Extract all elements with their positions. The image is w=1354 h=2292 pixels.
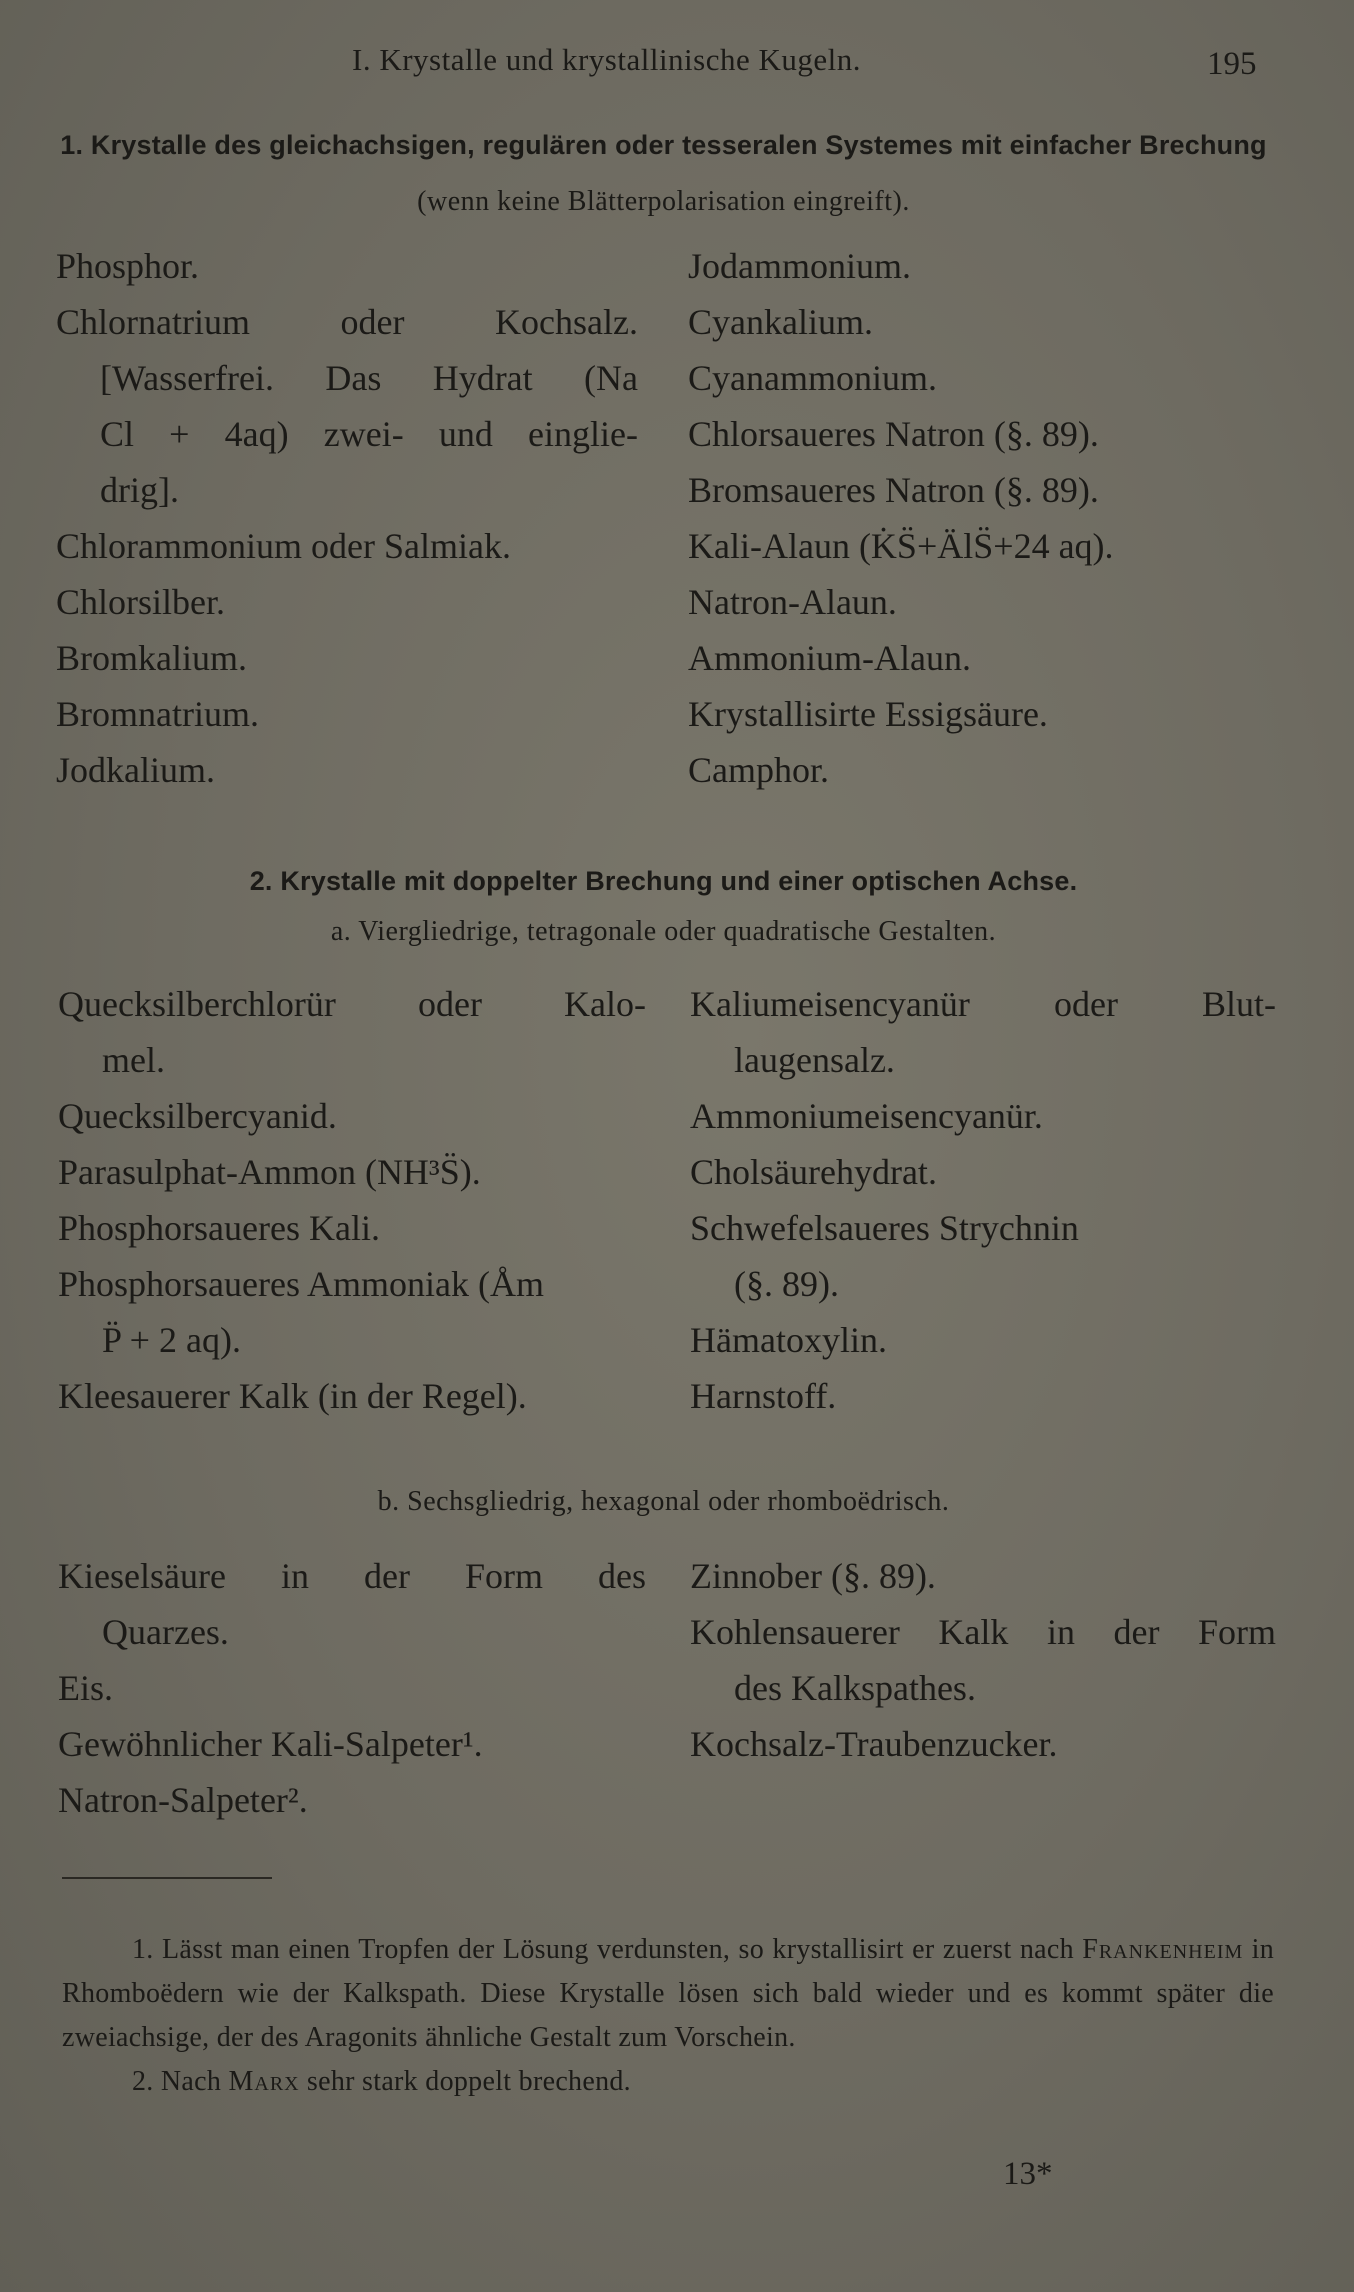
section-1-left-column [56, 238, 638, 798]
list-item: Bromsaueres Natron (§. 89). [688, 470, 1099, 510]
list-item: mel. [102, 1040, 165, 1080]
list-item: Hämatoxylin. [690, 1320, 887, 1360]
footnote-1 [62, 1928, 1274, 2060]
footnote-1-text-start: 1. Lässt man einen Tropfen der Lösung verdunsten, so krystallisirt er zuerst nach [132, 1934, 1083, 1965]
footnote-2-author: Marx [228, 2066, 300, 2097]
list-item: Chlornatrium oder Kochsalz. [56, 302, 638, 342]
list-item: Phosphor. [56, 246, 200, 286]
section-2b-left-column [58, 1548, 646, 1828]
footnote-2-text-start: 2. Nach [132, 2066, 229, 2097]
list-item: Kaliumeisencyanür oder Blut- [690, 984, 1276, 1024]
list-item: Zinnober (§. 89). [690, 1556, 936, 1596]
list-item: Bromkalium. [56, 638, 247, 678]
list-item: Chlorsaueres Natron (§. 89). [688, 414, 1099, 454]
footnote-1-text-end: in Rhomboëdern wie der Kalkspath. Diese Krystalle lösen sich bald wieder und es kommt später die zweiachsige, der des Aragonits ähnliche Gestalt zum Vorschein. [62, 1934, 1274, 2053]
section-1-subheading: (wenn keine Blätterpolarisation eingreift). [417, 186, 910, 217]
list-item: Quecksilberchlorür oder Kalo- [58, 984, 646, 1024]
list-item: Cyankalium. [688, 302, 873, 342]
list-item: Chlorammonium oder Salmiak. [56, 526, 511, 566]
list-item: laugensalz. [734, 1040, 895, 1080]
section-2-heading: 2. Krystalle mit doppelter Brechung und einer optischen Achse. [249, 866, 1078, 896]
list-item: Ammonium-Alaun. [688, 638, 971, 678]
page-number: 195 [1207, 46, 1257, 82]
list-item: Kali-Alaun (K̇S̈+ÄlS̈+24 aq). [688, 526, 1114, 566]
list-item: Quecksilbercyanid. [58, 1096, 337, 1136]
list-item: des Kalkspathes. [734, 1668, 976, 1708]
list-item: Natron-Alaun. [688, 582, 897, 622]
list-item: Krystallisirte Essigsäure. [688, 694, 1048, 734]
list-item: Kleesauerer Kalk (in der Regel). [58, 1376, 527, 1416]
list-item: Cholsäurehydrat. [690, 1152, 937, 1192]
list-item: Bromnatrium. [56, 694, 259, 734]
section-1-right-column [688, 238, 1278, 798]
list-item: Kohlensauerer Kalk in der Form [690, 1612, 1276, 1652]
footnote-2-text-end: sehr stark doppelt brechend. [299, 2066, 631, 2097]
footnote-2 [62, 2060, 1274, 2104]
list-item: Parasulphat-Ammon (NH³S̈). [58, 1152, 481, 1192]
list-item: Schwefelsaueres Strychnin [690, 1208, 1079, 1248]
list-item: (§. 89). [734, 1264, 839, 1304]
list-item: Jodammonium. [688, 246, 911, 286]
signature-mark: 13* [1003, 2156, 1053, 2192]
list-item: Camphor. [688, 750, 829, 790]
list-item: Harnstoff. [690, 1376, 837, 1416]
section-2b-right-column [690, 1548, 1276, 1772]
list-item: Phosphorsaueres Kali. [58, 1208, 380, 1248]
list-item: Jodkalium. [56, 750, 215, 790]
list-item: Cl + 4aq) zwei- und einglie- [100, 414, 638, 454]
list-item: Gewöhnlicher Kali-Salpeter¹. [58, 1724, 483, 1764]
list-item: Ammoniumeisencyanür. [690, 1096, 1043, 1136]
footnote-1-author: Frankenheim [1082, 1934, 1244, 1965]
footnotes [62, 1928, 1274, 2104]
list-item: Kochsalz-Traubenzucker. [690, 1724, 1058, 1764]
list-item: [Wasserfrei. Das Hydrat (Na [100, 358, 638, 398]
list-item: Kieselsäure in der Form des [58, 1556, 646, 1596]
list-item: Quarzes. [102, 1612, 229, 1652]
list-item: Cyanammonium. [688, 358, 937, 398]
list-item: Chlorsilber. [56, 582, 225, 622]
list-item: Natron-Salpeter². [58, 1780, 308, 1820]
page-header [0, 42, 1354, 88]
footnote-separator [62, 1877, 272, 1879]
list-item: drig]. [100, 470, 179, 510]
section-2a-left-column [58, 976, 646, 1424]
section-2b-subheading: b. Sechsgliedrig, hexagonal oder rhomboëdrisch. [377, 1486, 950, 1517]
list-item: Phosphorsaueres Ammoniak (Åm [58, 1264, 544, 1304]
section-2a-subheading: a. Viergliedrige, tetragonale oder quadratische Gestalten. [330, 916, 997, 947]
section-2a-right-column [690, 976, 1276, 1424]
list-item: P̈ + 2 aq). [102, 1320, 241, 1360]
list-item: Eis. [58, 1668, 114, 1708]
section-1-heading: 1. Krystalle des gleichachsigen, regulären oder tesseralen Systemes mit einfacher Brechung [60, 130, 1267, 160]
running-title: I. Krystalle und krystallinische Kugeln. [352, 42, 862, 77]
